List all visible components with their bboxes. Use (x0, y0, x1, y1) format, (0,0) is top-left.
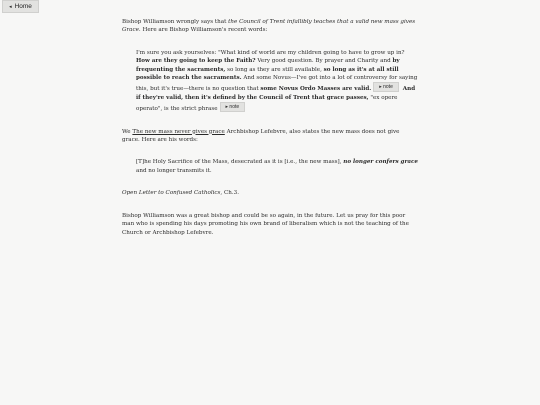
citation (122, 189, 418, 197)
home-button[interactable] (2, 0, 39, 13)
quote-bold: so long as it's at all still possible to reach the sacraments. (136, 66, 399, 82)
closing-paragraph: Bishop Williamson was a great bishop and could be so again, in the future. Let us pray for this poor man who is spending his days promoting his own brand of liberalism which is not the teaching of the Church or Archbishop Lefebvre. (122, 212, 409, 236)
quote-text: And some Novus—I've got into a lot of controversy for saying this, but it's true—there is no question that (136, 75, 418, 93)
article-body (122, 18, 418, 237)
quote-text: "ex opere operato", is the strict phrase (136, 94, 398, 113)
home-label: Home (14, 3, 32, 10)
quote-bold: some Novus Ordo Masses are valid. (260, 86, 372, 93)
citation-title: Open Letter to Confused Catholics (122, 190, 221, 197)
intro-emphasis: the Council of Trent infallibly teaches that a valid new mass gives Grace (122, 19, 416, 34)
left-arrow-icon: ◂ (9, 3, 12, 10)
quote-bold-italic: no longer confers grace (343, 159, 418, 166)
intro-text: Bishop Williamson wrongly says that (122, 19, 229, 25)
quote-bold: How are they going to keep the Faith? (136, 58, 256, 65)
quote-text: and no longer transmits it. (136, 167, 212, 174)
intro-text-end: . Here are Bishop Williamson's recent words: (138, 27, 268, 34)
quote-bold: by frequenting the sacraments, (136, 58, 400, 73)
paragraph-text: We (122, 128, 133, 135)
quote-bold: And if they're valid, then it's defined by the Council of Trent that grace passes, (136, 86, 416, 101)
citation-chapter: , Ch.3. (220, 190, 239, 197)
lefebvre-quote (136, 158, 418, 175)
quote-text: Very good question. By prayer and Charity and (255, 58, 393, 65)
note-button[interactable]: ▸ note (220, 102, 246, 112)
williamson-quote (136, 49, 418, 114)
quote-text: [T]he Holy Sacrifice of the Mass, desecrated as it is [i.e., the new mass], (136, 159, 344, 166)
article-link[interactable]: The new mass never gives grace (132, 128, 225, 135)
intro-paragraph (122, 18, 418, 35)
lefebvre-paragraph (122, 128, 418, 145)
quote-text: I'm sure you ask yourselves: "What kind of world are my children going to have to grow up in? (136, 49, 405, 56)
note-button[interactable]: ▸ note (373, 82, 399, 92)
paragraph-text: Archbishop Lefebvre, also states the new mass does not give grace. Here are his words: (122, 128, 400, 144)
quote-text: so long as they are still available, (225, 66, 324, 73)
